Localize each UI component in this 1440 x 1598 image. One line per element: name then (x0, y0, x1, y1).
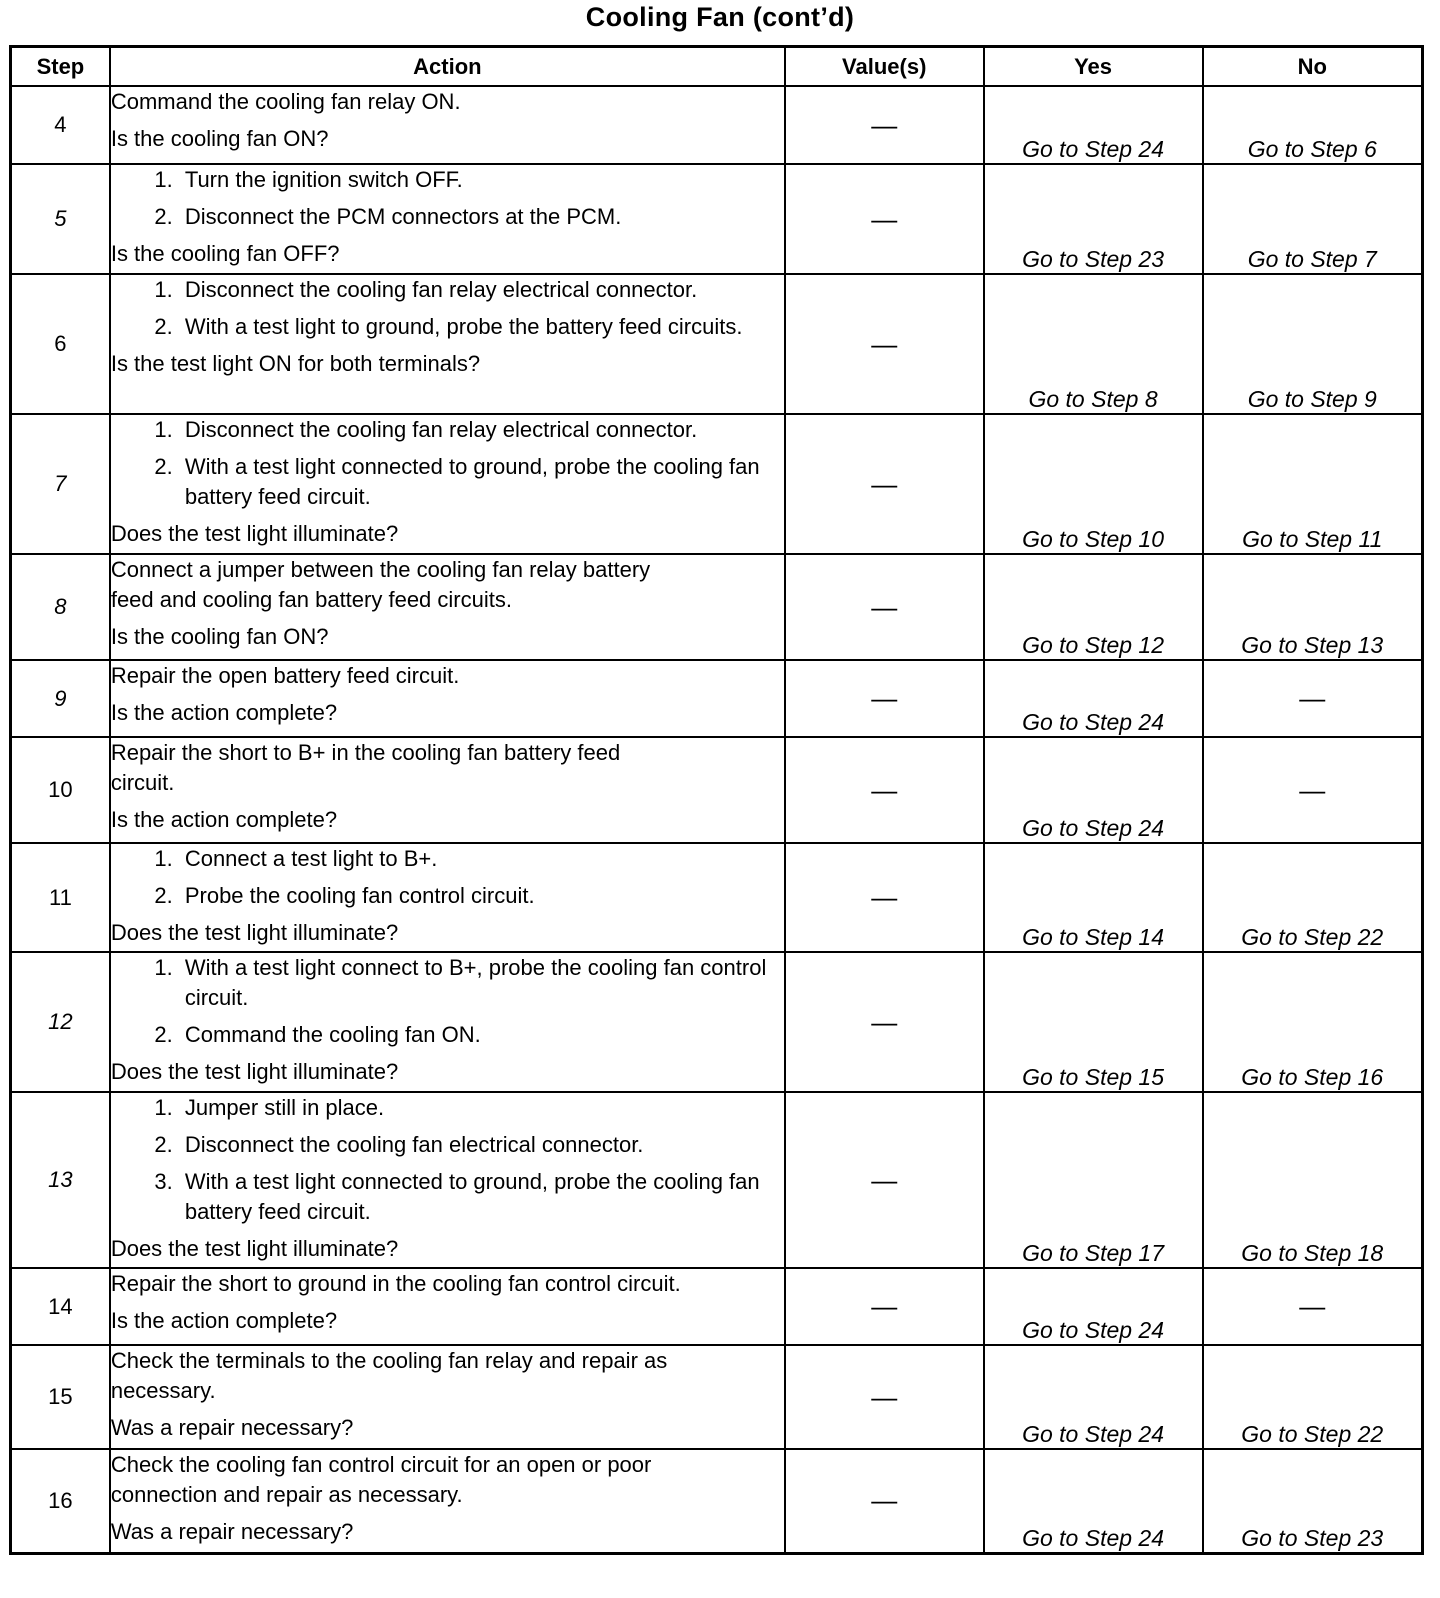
step-number: 5 (11, 164, 110, 274)
action-steps-list (111, 275, 784, 342)
action-cell (110, 660, 785, 737)
step-number: 11 (11, 843, 110, 952)
action-text: Command the cooling fan relay ON. (110, 89, 461, 114)
action-step-item: 1. With a test light connect to B+, probe the cooling fan control circuit. (179, 953, 784, 1013)
action-cell (110, 737, 785, 843)
action-intro (111, 738, 784, 798)
action-question: Is the test light ON for both terminals? (110, 351, 481, 376)
action-step-item: 2. Disconnect the cooling fan electrical connector. (179, 1130, 784, 1160)
step-number: 6 (11, 274, 110, 414)
table-body (11, 86, 1423, 1553)
action-question: Is the action complete? (110, 1308, 338, 1333)
action-question: Was a repair necessary? (110, 1519, 354, 1544)
header-values: Value(s) (785, 47, 984, 87)
step-number: 4 (11, 86, 110, 164)
no-cell: Go to Step 7 (1203, 164, 1423, 274)
no-cell: — (1203, 737, 1423, 843)
diagnostic-table (9, 45, 1424, 1555)
action-question: Is the cooling fan ON? (110, 126, 329, 151)
table-row (11, 1345, 1423, 1449)
action-step-item: 2. With a test light connected to ground, probe the cooling fan battery feed circuit. (179, 452, 784, 512)
yes-cell: Go to Step 23 (984, 164, 1203, 274)
action-cell (110, 86, 785, 164)
table-row (11, 274, 1423, 414)
value-cell: — (785, 414, 984, 554)
step-number: 14 (11, 1268, 110, 1345)
no-cell: Go to Step 11 (1203, 414, 1423, 554)
action-cell (110, 274, 785, 414)
no-cell: Go to Step 6 (1203, 86, 1423, 164)
no-cell: Go to Step 9 (1203, 274, 1423, 414)
header-step: Step (11, 47, 110, 87)
action-cell (110, 1449, 785, 1553)
action-steps-list (111, 844, 784, 911)
action-intro (111, 1269, 784, 1299)
step-number: 15 (11, 1345, 110, 1449)
no-cell: — (1203, 660, 1423, 737)
value-cell: — (785, 86, 984, 164)
action-text: Repair the short to ground in the cooling fan control circuit. (110, 1271, 681, 1296)
header-action: Action (110, 47, 785, 87)
yes-cell: Go to Step 24 (984, 1268, 1203, 1345)
action-question: Was a repair necessary? (110, 1415, 354, 1440)
action-cell (110, 1345, 785, 1449)
action-cell (110, 1092, 785, 1268)
action-intro (111, 661, 784, 691)
action-cell (110, 164, 785, 274)
action-step-item: 2. Probe the cooling fan control circuit. (179, 881, 784, 911)
table-row (11, 86, 1423, 164)
action-text: Check the terminals to the cooling fan relay and repair as (110, 1348, 668, 1373)
action-text: connection and repair as necessary. (110, 1482, 463, 1507)
header-row (11, 47, 1423, 87)
yes-cell: Go to Step 24 (984, 86, 1203, 164)
value-cell: — (785, 660, 984, 737)
action-step-item: 3. With a test light connected to ground, probe the cooling fan battery feed circuit. (179, 1167, 784, 1227)
action-intro (111, 555, 784, 615)
action-question: Is the cooling fan OFF? (110, 241, 340, 266)
step-number: 16 (11, 1449, 110, 1553)
no-cell: Go to Step 22 (1203, 1345, 1423, 1449)
action-text: necessary. (110, 1378, 216, 1403)
action-step-item: 1. Jumper still in place. (179, 1093, 784, 1123)
table-row (11, 843, 1423, 952)
header-no: No (1203, 47, 1423, 87)
yes-cell: Go to Step 8 (984, 274, 1203, 414)
action-step-item: 1. Turn the ignition switch OFF. (179, 165, 784, 195)
value-cell: — (785, 1345, 984, 1449)
action-text: Repair the short to B+ in the cooling fan battery feed (110, 740, 621, 765)
no-cell: — (1203, 1268, 1423, 1345)
value-cell: — (785, 1449, 984, 1553)
action-cell (110, 554, 785, 660)
action-question: Is the cooling fan ON? (110, 624, 329, 649)
action-question: Is the action complete? (110, 700, 338, 725)
no-cell: Go to Step 18 (1203, 1092, 1423, 1268)
action-question: Does the test light illuminate? (110, 920, 399, 945)
yes-cell: Go to Step 12 (984, 554, 1203, 660)
action-text: circuit. (110, 770, 175, 795)
action-text: Connect a jumper between the cooling fan relay battery (110, 557, 651, 582)
yes-cell: Go to Step 14 (984, 843, 1203, 952)
no-cell: Go to Step 23 (1203, 1449, 1423, 1553)
action-cell (110, 843, 785, 952)
no-cell: Go to Step 22 (1203, 843, 1423, 952)
action-step-item: 1. Disconnect the cooling fan relay electrical connector. (179, 275, 784, 305)
yes-cell: Go to Step 10 (984, 414, 1203, 554)
value-cell: — (785, 737, 984, 843)
action-cell (110, 414, 785, 554)
table-row (11, 952, 1423, 1092)
action-cell (110, 952, 785, 1092)
action-steps-list (111, 953, 784, 1050)
step-number: 9 (11, 660, 110, 737)
action-intro (111, 87, 784, 117)
no-cell: Go to Step 13 (1203, 554, 1423, 660)
value-cell: — (785, 1268, 984, 1345)
table-row (11, 660, 1423, 737)
action-text: Check the cooling fan control circuit for an open or poor (110, 1452, 652, 1477)
no-cell: Go to Step 16 (1203, 952, 1423, 1092)
step-number: 12 (11, 952, 110, 1092)
table-row (11, 1268, 1423, 1345)
value-cell: — (785, 274, 984, 414)
table-row (11, 414, 1423, 554)
yes-cell: Go to Step 24 (984, 737, 1203, 843)
action-question: Is the action complete? (110, 807, 338, 832)
action-intro (111, 1450, 784, 1510)
step-number: 10 (11, 737, 110, 843)
action-steps-list (111, 415, 784, 512)
value-cell: — (785, 554, 984, 660)
table-row (11, 554, 1423, 660)
yes-cell: Go to Step 24 (984, 1345, 1203, 1449)
action-steps-list (111, 165, 784, 232)
action-question: Does the test light illuminate? (110, 1059, 399, 1084)
action-steps-list (111, 1093, 784, 1227)
yes-cell: Go to Step 24 (984, 1449, 1203, 1553)
value-cell: — (785, 952, 984, 1092)
value-cell: — (785, 843, 984, 952)
action-step-item: 1. Disconnect the cooling fan relay electrical connector. (179, 415, 784, 445)
value-cell: — (785, 1092, 984, 1268)
table-row (11, 1449, 1423, 1553)
page-title: Cooling Fan (cont’d) (585, 2, 855, 32)
action-question: Does the test light illuminate? (110, 521, 399, 546)
table-row (11, 1092, 1423, 1268)
action-text: Repair the open battery feed circuit. (110, 663, 460, 688)
action-intro (111, 1346, 784, 1406)
header-yes: Yes (984, 47, 1203, 87)
action-step-item: 2. Disconnect the PCM connectors at the PCM. (179, 202, 784, 232)
yes-cell: Go to Step 15 (984, 952, 1203, 1092)
action-step-item: 2. With a test light to ground, probe the battery feed circuits. (179, 312, 784, 342)
yes-cell: Go to Step 17 (984, 1092, 1203, 1268)
action-step-item: 1. Connect a test light to B+. (179, 844, 784, 874)
value-cell: — (785, 164, 984, 274)
action-question: Does the test light illuminate? (110, 1236, 399, 1261)
action-step-item: 2. Command the cooling fan ON. (179, 1020, 784, 1050)
yes-cell: Go to Step 24 (984, 660, 1203, 737)
table-header (11, 47, 1423, 87)
table-row (11, 164, 1423, 274)
action-text: feed and cooling fan battery feed circuits. (110, 587, 512, 612)
action-cell (110, 1268, 785, 1345)
step-number: 13 (11, 1092, 110, 1268)
table-row (11, 737, 1423, 843)
step-number: 8 (11, 554, 110, 660)
step-number: 7 (11, 414, 110, 554)
